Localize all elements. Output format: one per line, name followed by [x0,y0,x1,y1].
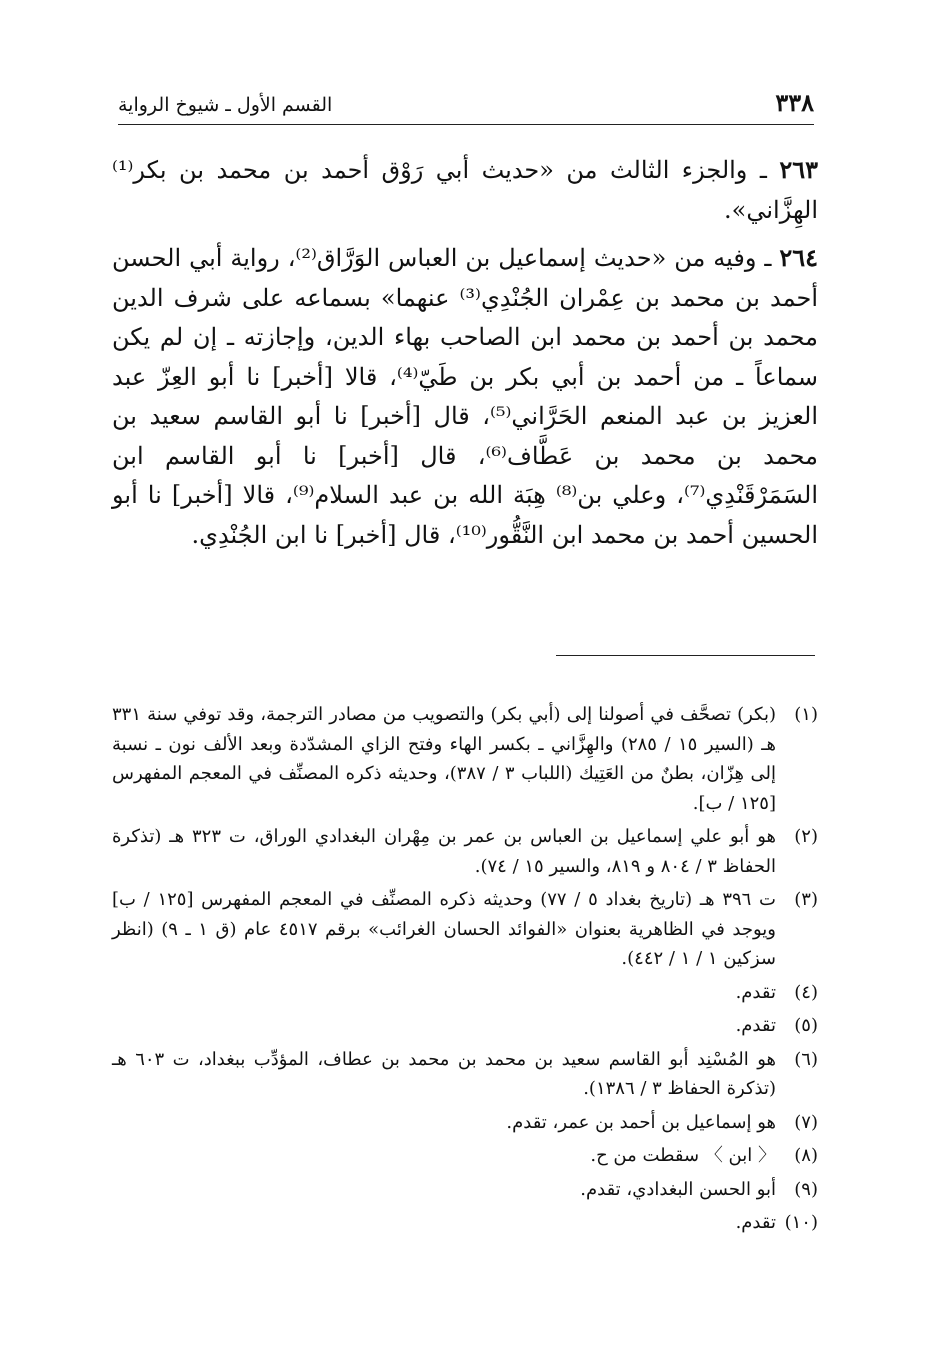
footnote-5 [112,1011,818,1041]
footnote-text: تقدم. [735,981,776,1003]
entry-number: ٢٦٤ [779,243,818,272]
entry-text: ـ وفيه من «حديث إسماعيل بن العباس الوَرَّاق⁽²⁾، رواية أبي الحسن أحمد بن محمد بن عِمْران الجُنْدِي⁽³⁾ عنهما» بسماعه على شرف الدين محمد بن أحمد بن محمد ابن الصاحب بهاء الدين، وإجازته ـ إن لم يكن سماعاً ـ من أحمد بن أبي بكر بن طَيّ⁽⁴⁾، قالا [أخبر] نا أبو العِزّ عبد العزيز بن عبد المنعم الحَرَّاني⁽⁵⁾، قال [أخبر] نا أبو القاسم سعيد بن محمد بن محمد بن عَطَّاف⁽⁶⁾، قال [أخبر] نا أبو القاسم ابن السَمَرْقَنْدِي⁽⁷⁾، وعلي بن⁽⁸⁾ هِبَة الله بن عبد السلام⁽⁹⁾، قالا [أخبر] نا أبو الحسين أحمد بن محمد ابن النَّقُّور⁽¹⁰⁾، قال [أخبر] نا ابن الجُنْدِي. [112,244,818,549]
entry-number: ٢٦٣ [779,155,818,184]
page-number: ٣٣٨ [775,88,814,117]
footnote-number: (١) [794,704,818,725]
footnote-8 [112,1141,818,1171]
footnote-7 [112,1108,818,1138]
footnote-number: (٦) [794,1048,818,1070]
running-title: القسم الأول ـ شيوخ الرواية [118,94,333,116]
footnote-number: (٧) [794,1111,818,1133]
footnote-text: هو المُسْنِد أبو القاسم سعيد بن محمد بن محمد بن عطاف، المؤدِّب ببغداد، ت ٦٠٣ هـ (تذكرة الحفاظ ٣ / ١٣٨٦). [112,1048,776,1099]
page-header [118,88,814,125]
footnote-number: (١٠) [784,1212,818,1233]
footnote-3 [112,885,818,974]
footnote-9 [112,1175,818,1205]
footnote-2 [112,822,818,881]
footnote-6 [112,1045,818,1104]
entry-264 [112,238,818,555]
footnote-number: (٢) [794,826,818,847]
footnote-divider [556,655,815,656]
footnotes [112,700,818,1242]
footnote-number: (٣) [794,889,818,910]
footnote-text: تقدم. [735,1212,776,1233]
footnote-number: (٨) [794,1145,818,1166]
footnote-number: (٩) [794,1178,818,1200]
entry-text: ـ والجزء الثالث من «حديث أبي رَوْق أحمد بن محمد بن بكر⁽¹⁾ الهِزَّاني». [112,156,818,224]
footnote-10 [112,1208,818,1238]
footnote-text: تقدم. [735,1015,776,1036]
footnote-text: هو أبو علي إسماعيل بن العباس بن عمر بن مِهْران البغدادي الوراق، ت ٣٢٣ هـ (تذكرة الحفاظ ٣ / ٨٠٤ و ٨١٩، والسير ١٥ / ٧٤). [112,826,776,877]
footnote-text: (بكر) تصحَّف في أصولنا إلى (أبي بكر) والتصويب من مصادر الترجمة، وقد توفي سنة ٣٣١ هـ (السير ١٥ / ٢٨٥) والهِزَّاني ـ بكسر الهاء وفتح الزاي المشدّدة وبعد الألف نون ـ نسبة إلى هِزّان، بطنٌ من العَتِيك (اللباب ٣ / ٣٨٧)، وحديثه ذكره المصنِّف في المعجم المفهرس [١٢٥ / ب]. [112,704,777,814]
main-text [112,150,818,563]
entry-263 [112,150,818,230]
footnote-1 [112,700,818,818]
footnote-text: أبو الحسن البغدادي، تقدم. [580,1178,776,1200]
footnote-text: 〈 ابن 〉 سقطت من ح. [590,1145,776,1166]
footnote-number: (٥) [794,1015,818,1036]
footnote-text: ت ٣٩٦ هـ (تاريخ بغداد ٥ / ٧٧) وحديثه ذكره المصنِّف في المعجم المفهرس [١٢٥ / ب] ويوجد في الظاهرية بعنوان «الفوائد الحسان الغرائب» برقم ٤٥١٧ عام (ق ١ ـ ٩) (انظر سزكين ١ / ١ / ٤٤٢). [112,889,776,969]
footnote-text: هو إسماعيل بن أحمد بن عمر، تقدم. [506,1111,776,1133]
footnote-4 [112,978,818,1008]
footnote-number: (٤) [794,981,818,1003]
